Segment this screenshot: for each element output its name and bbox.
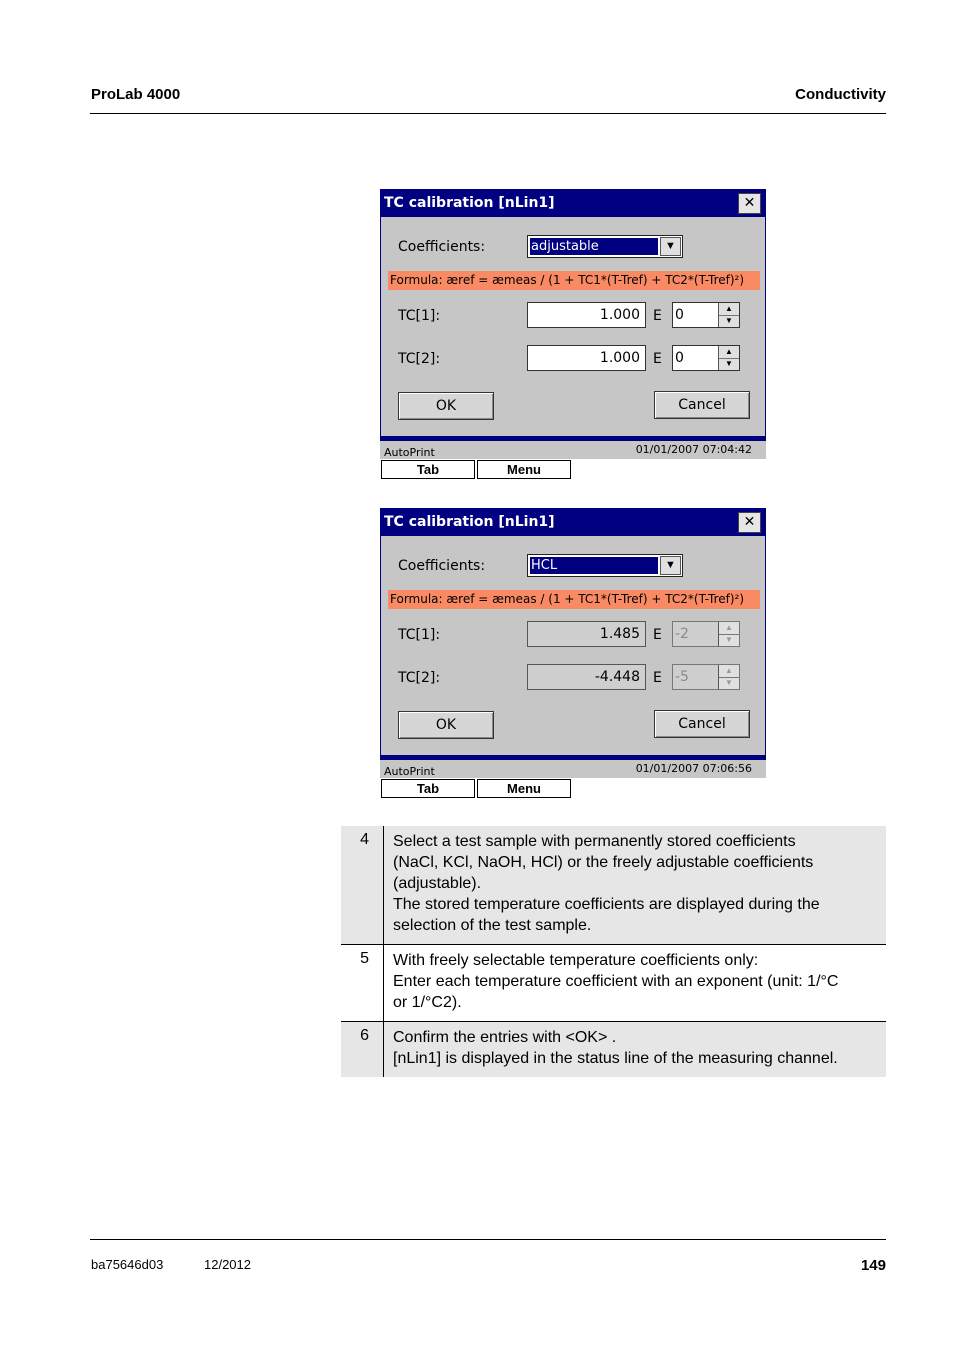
tc1-label: TC[1]: xyxy=(398,308,441,324)
step-line: Confirm the entries with <OK> . xyxy=(393,1029,617,1046)
tc1-exponent-label: E xyxy=(653,627,662,643)
tc2-exponent-value: 0 xyxy=(675,350,684,366)
tc1-exponent-spinner xyxy=(672,621,740,647)
dialog-title: TC calibration [nLin1] xyxy=(381,190,765,217)
formula-bar: Formula: æref = æmeas / (1 + TC1*(T-Tref) + TC2*(T-Tref)²) xyxy=(388,590,760,609)
footer-doc-id: ba75646d03 xyxy=(91,1257,164,1272)
autoprint-status: AutoPrint xyxy=(384,765,435,778)
step-row xyxy=(341,1022,886,1077)
tc2-field[interactable]: 1.000 xyxy=(527,345,646,371)
status-bar xyxy=(380,755,766,778)
coefficients-combobox[interactable] xyxy=(527,554,683,577)
step-text xyxy=(393,826,886,944)
tc1-exponent-spinner[interactable] xyxy=(672,302,740,328)
step-number: 4 xyxy=(341,826,384,944)
step-row xyxy=(341,945,886,1021)
formula-bar: Formula: æref = æmeas / (1 + TC1*(T-Tref) + TC2*(T-Tref)²) xyxy=(388,271,760,290)
step-row xyxy=(341,826,886,944)
tc2-exponent-spinner xyxy=(672,664,740,690)
tc1-field: 1.485 xyxy=(527,621,646,647)
tc-calibration-dialog xyxy=(380,508,766,757)
step-line: or 1/°C2). xyxy=(393,994,462,1011)
tc1-field[interactable]: 1.000 xyxy=(527,302,646,328)
spin-up-icon[interactable]: ▲ xyxy=(719,346,739,359)
spin-up-icon[interactable]: ▲ xyxy=(719,303,739,316)
tc-calibration-dialog xyxy=(380,189,766,438)
step-line: With freely selectable temperature coefficients only: xyxy=(393,952,759,969)
datetime-status: 01/01/2007 07:06:56 xyxy=(635,762,752,775)
autoprint-status: AutoPrint xyxy=(384,446,435,459)
step-line: selection of the test sample. xyxy=(393,917,592,934)
dialog-screenshot-1 xyxy=(380,189,766,481)
tc1-exponent-value: 0 xyxy=(675,307,684,323)
step-text xyxy=(393,945,886,1021)
coefficients-label: Coefficients: xyxy=(398,558,486,574)
softkey-menu[interactable]: Menu xyxy=(477,779,571,798)
datetime-status: 01/01/2007 07:04:42 xyxy=(635,443,752,456)
spin-down-icon[interactable]: ▼ xyxy=(725,316,733,325)
close-button[interactable]: ✕ xyxy=(738,193,761,214)
tc1-exponent-label: E xyxy=(653,308,662,324)
steps-table xyxy=(341,826,886,1077)
ok-button[interactable]: OK xyxy=(398,392,494,420)
tc2-exponent-label: E xyxy=(653,670,662,686)
softkey-menu[interactable]: Menu xyxy=(477,460,571,479)
status-bar xyxy=(380,436,766,459)
spin-down-icon: ▼ xyxy=(725,678,733,687)
tc1-label: TC[1]: xyxy=(398,627,441,643)
tc2-field: -4.448 xyxy=(527,664,646,690)
page-header-right: Conductivity xyxy=(795,86,886,103)
close-button[interactable]: ✕ xyxy=(738,512,761,533)
spin-down-icon: ▼ xyxy=(725,635,733,644)
footer-date: 12/2012 xyxy=(204,1257,251,1272)
coefficients-label: Coefficients: xyxy=(398,239,486,255)
step-line: [nLin1] is displayed in the status line of the measuring channel. xyxy=(393,1050,838,1067)
tc2-exponent-value: -5 xyxy=(675,669,689,685)
spinner-buttons xyxy=(718,665,739,689)
cancel-button[interactable]: Cancel xyxy=(654,391,750,419)
cancel-button[interactable]: Cancel xyxy=(654,710,750,738)
step-line: Select a test sample with permanently stored coefficients xyxy=(393,833,796,850)
spin-up-icon: ▲ xyxy=(719,665,739,678)
tc1-exponent-value: -2 xyxy=(675,626,689,642)
tc2-label: TC[2]: xyxy=(398,670,441,686)
coefficients-value: HCL xyxy=(530,557,658,574)
step-line: Enter each temperature coefficient with an exponent (unit: 1/°C xyxy=(393,973,839,990)
step-line: The stored temperature coefficients are displayed during the xyxy=(393,896,820,913)
softkey-tab[interactable]: Tab xyxy=(381,460,475,479)
tc2-exponent-spinner[interactable] xyxy=(672,345,740,371)
ok-button[interactable]: OK xyxy=(398,711,494,739)
chevron-down-icon[interactable]: ▼ xyxy=(660,237,681,256)
spinner-buttons xyxy=(718,303,739,327)
spin-down-icon[interactable]: ▼ xyxy=(725,359,733,368)
tc2-exponent-label: E xyxy=(653,351,662,367)
footer-rule xyxy=(90,1239,886,1240)
page-number: 149 xyxy=(860,1257,886,1274)
step-text xyxy=(393,1022,886,1077)
step-line: (adjustable). xyxy=(393,875,482,892)
dialog-screenshot-2 xyxy=(380,508,766,800)
page-header-left: ProLab 4000 xyxy=(91,86,181,103)
spinner-buttons xyxy=(718,346,739,370)
header-rule xyxy=(90,113,886,114)
tc2-label: TC[2]: xyxy=(398,351,441,367)
softkey-tab[interactable]: Tab xyxy=(381,779,475,798)
step-number: 5 xyxy=(341,945,384,1021)
spinner-buttons xyxy=(718,622,739,646)
coefficients-value: adjustable xyxy=(530,238,658,255)
chevron-down-icon[interactable]: ▼ xyxy=(660,556,681,575)
spin-up-icon: ▲ xyxy=(719,622,739,635)
step-number: 6 xyxy=(341,1022,384,1077)
coefficients-combobox[interactable] xyxy=(527,235,683,258)
step-line: (NaCl, KCl, NaOH, HCl) or the freely adjustable coefficients xyxy=(393,854,814,871)
dialog-title: TC calibration [nLin1] xyxy=(381,509,765,536)
